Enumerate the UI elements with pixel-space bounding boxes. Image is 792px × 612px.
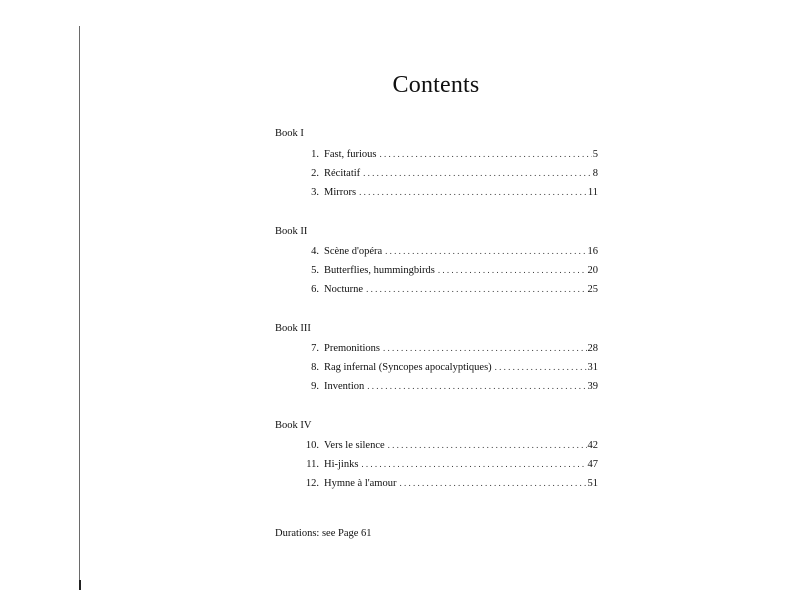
toc-entry[interactable] <box>296 246 598 260</box>
entry-page: 11 <box>587 187 598 198</box>
dot-leader <box>438 265 587 275</box>
entry-page: 28 <box>587 343 598 354</box>
toc-entry[interactable] <box>296 478 598 492</box>
entry-page: 39 <box>587 381 598 392</box>
entry-page: 25 <box>587 284 598 295</box>
entry-page: 47 <box>587 459 598 470</box>
dot-leader <box>388 440 587 450</box>
dot-leader <box>367 381 586 391</box>
durations-note: Durations: see Page 61 <box>275 528 372 539</box>
entry-page: 20 <box>587 265 598 276</box>
page-title: Contents <box>392 72 480 98</box>
entry-number: 2. <box>311 168 319 179</box>
entry-number: 9. <box>311 381 319 392</box>
entry-page: 8 <box>592 168 598 179</box>
entry-number: 10. <box>305 440 319 451</box>
dot-leader <box>380 149 592 159</box>
toc-entry[interactable] <box>296 343 598 357</box>
entry-title: Nocturne <box>324 284 364 295</box>
toc-entry[interactable] <box>296 168 598 182</box>
entry-title: Rag infernal (Syncopes apocalyptiques) <box>324 362 492 373</box>
entry-title: Récitatif <box>324 168 361 179</box>
entry-title: Scène d'opéra <box>324 246 383 257</box>
entry-number: 11. <box>306 459 319 470</box>
entry-number: 1. <box>311 149 319 160</box>
entry-page: 51 <box>587 478 598 489</box>
entry-title: Invention <box>324 381 365 392</box>
margin-tick <box>79 580 81 590</box>
entry-number: 3. <box>311 187 319 198</box>
entry-number: 4. <box>311 246 319 257</box>
dot-leader <box>366 284 586 294</box>
entry-number: 7. <box>311 343 319 354</box>
entry-title: Fast, furious <box>324 149 377 160</box>
entry-title: Mirrors <box>324 187 357 198</box>
entry-number: 5. <box>311 265 319 276</box>
toc-entry[interactable] <box>296 284 598 298</box>
entry-title: Butterflies, hummingbirds <box>324 265 435 276</box>
toc-entry[interactable] <box>296 381 598 395</box>
entry-title: Hymne à l'amour <box>324 478 397 489</box>
toc-entry[interactable] <box>296 459 598 473</box>
dot-leader <box>495 362 587 372</box>
dot-leader <box>383 343 586 353</box>
entry-page: 5 <box>592 149 598 160</box>
book-heading-1: Book I <box>275 128 304 139</box>
entry-title: Hi-jinks <box>324 459 359 470</box>
toc-entry[interactable] <box>296 187 598 201</box>
book-heading-3: Book III <box>275 323 311 334</box>
toc-entry[interactable] <box>296 440 598 454</box>
entry-title: Vers le silence <box>324 440 385 451</box>
book-heading-4: Book IV <box>275 420 312 431</box>
entry-number: 12. <box>305 478 319 489</box>
entry-page: 31 <box>587 362 598 373</box>
dot-leader <box>359 187 587 197</box>
margin-rule <box>79 26 80 586</box>
toc-entry[interactable] <box>296 362 598 376</box>
dot-leader <box>385 246 586 256</box>
book-heading-2: Book II <box>275 226 308 237</box>
entry-page: 16 <box>587 246 598 257</box>
dot-leader <box>399 478 586 488</box>
dot-leader <box>361 459 586 469</box>
toc-entry[interactable] <box>296 149 598 163</box>
entry-number: 6. <box>311 284 319 295</box>
entry-page: 42 <box>587 440 598 451</box>
toc-entry[interactable] <box>296 265 598 279</box>
dot-leader <box>363 168 592 178</box>
entry-number: 8. <box>311 362 319 373</box>
entry-title: Premonitions <box>324 343 381 354</box>
